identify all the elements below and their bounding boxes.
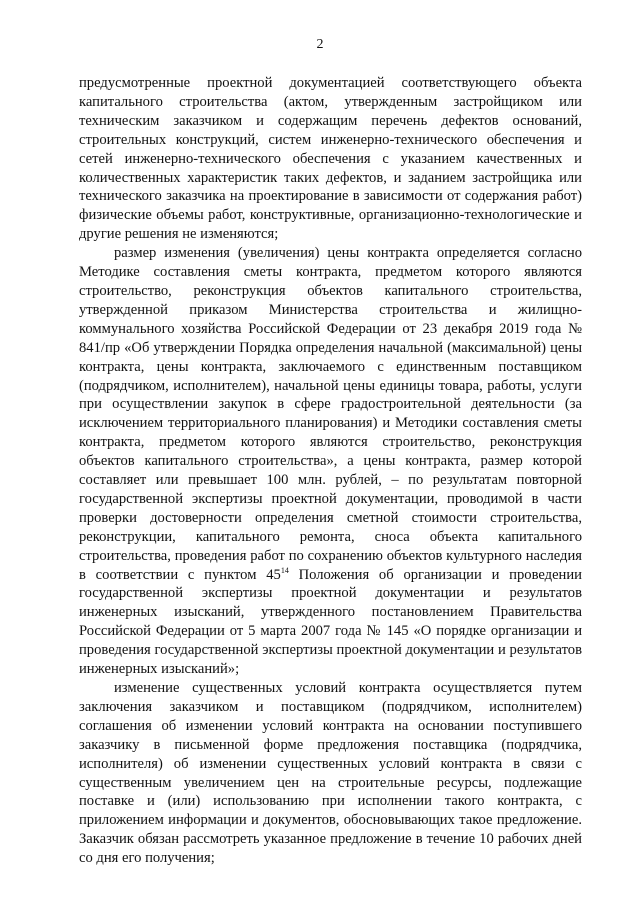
paragraph-price-change-text-continued: Положения об организации и проведении государственной экспертизы проектной документации и результатов инженерных изысканий, утвержденного постановлением Правительства Российской Федерации от 5 марта 2007 года № 145 «О порядке организации и проведения государственной экспертизы проектной документации и результатов инженерных изысканий»; [79,566,582,678]
paragraph-price-change [79,244,582,679]
page-number: 2 [316,37,324,52]
document-body [79,74,582,868]
paragraph-price-change-text: размер изменения (увеличения) цены контракта определяется согласно Методике составления сметы контракта, предметом которого являются строительство, реконструкция объектов капитального строительства, утвержденной приказом Министерства строительства и жилищно-коммунального хозяйства Российской Федерации от 23 декабря 2019 года № 841/пр «Об утверждении Порядка определения начальной (максимальной) цены контракта, цены контракта, заключаемого с единственным поставщиком (подрядчиком, исполнителем), начальной цены единицы товара, работы, услуги при осуществлении закупок в сфере градостроительной деятельности (за исключением территориального планирования) и Методики составления сметы контракта, предметом которого являются строительство, реконструкция объектов капитального строительства», а цены контракта, размер которой составляет или превышает 100 млн. рублей, – по результатам повторной государственной экспертизы проектной документации, проводимой в части проверки достоверности определения сметной стоимости строительства, реконструкции, капитального ремонта, сноса объекта капитального строительства, проведения работ по сохранению объектов культурного наследия в соответствии с пунктом 45 [79,245,582,583]
footnote-reference: 14 [280,565,289,575]
paragraph-continuation: предусмотренные проектной документацией соответствующего объекта капитального строительства (актом, утвержденным застройщиком или техническим заказчиком и содержащим перечень дефектов оснований, строительных конструкций, систем инженерно-технического обеспечения и сетей инженерно-технического обеспечения с указанием качественных и количественных характеристик таких дефектов, и заданием застройщика или технического заказчика на проектирование в зависимости от содержания работ) физические объемы работ, конструктивные, организационно-технологические и другие решения не изменяются; [79,75,582,243]
paragraph-contract-terms: изменение существенных условий контракта осуществляется путем заключения заказчиком и поставщиком (подрядчиком, исполнителем) соглашения об изменении условий контракта на основании поступившего заказчику в письменной форме предложения поставщика (подрядчика, исполнителя) об изменении существенных условий контракта в связи с существенным увеличением цен на строительные ресурсы, подлежащие поставке и (или) использованию при исполнении такого контракта, с приложением информации и документов, обосновывающих такое предложение. Заказчик обязан рассмотреть указанное предложение в течение 10 рабочих дней со дня его получения; [79,680,582,867]
